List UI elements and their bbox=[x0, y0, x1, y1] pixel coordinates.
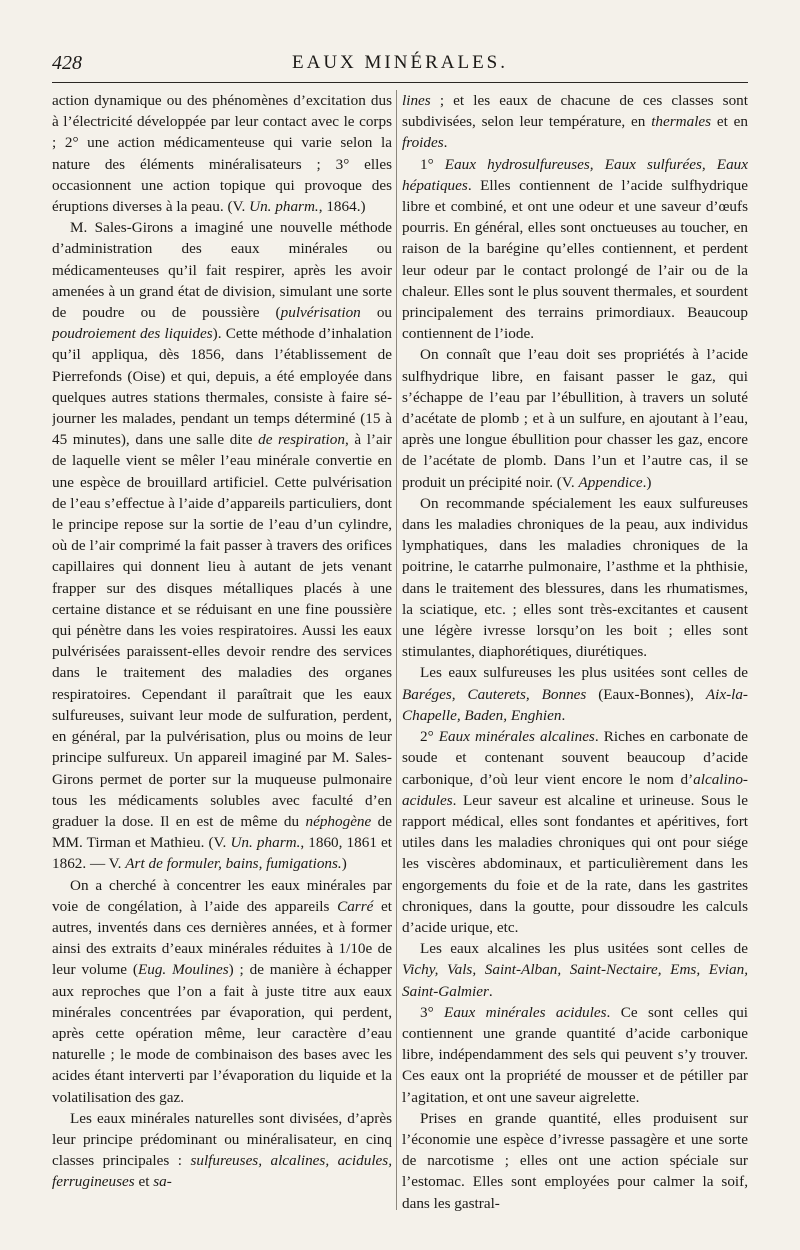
right-column bbox=[402, 90, 748, 1220]
paragraph bbox=[402, 1002, 748, 1108]
italic-text: froides bbox=[402, 134, 444, 152]
italic-text: Art de formuler, bains, fumigations. bbox=[125, 855, 342, 873]
text-run: , 1864.) bbox=[318, 198, 366, 216]
page-number: 428 bbox=[52, 52, 82, 74]
text-run: ). Cette méthode d’inhalation qu’il appliqua, dès 1856, dans l’établissement de Pierrefonds (Oise) et qui, depuis, a été employée dans quelques autres stations thermales, consiste à faire séjourner les malades, pendant un temps déterminé (15 à 45 minutes), dans une salle dite bbox=[52, 325, 392, 449]
italic-text: sa- bbox=[153, 1173, 172, 1191]
text-run: 3° bbox=[420, 1003, 445, 1021]
text-run: action dynamique ou des phénomènes d’excitation dus à l’électricité développée par leur contact avec le corps ; 2° une action médicamenteuse qui varie selon la nature des éléments minéralisateurs ; 3° elles occasionnent une action topique qui provoque des éruptions diverses à la peau. (V. bbox=[52, 92, 392, 216]
paragraph bbox=[402, 90, 748, 154]
paragraph bbox=[402, 726, 748, 938]
paragraph bbox=[52, 875, 392, 1108]
italic-text: Eaux minérales acidules bbox=[444, 1003, 607, 1021]
italic-text: pulvérisation bbox=[280, 304, 361, 322]
italic-text: Aix-la-Chapelle, Baden, Enghien bbox=[402, 685, 748, 724]
text-run: . Leur saveur est alcaline et urineuse. Sous le rapport médical, elles sont fondantes et apéritives, fort utiles dans les maladies chroniques qui ont pour siége les viscères abdominaux, et particulièrement dans les engorgements du foie et de la rate, dans les gastrites chroniques, dans la goutte, pour dissoudre les calculs d’acide urique, etc. bbox=[402, 791, 748, 936]
italic-text: Carré bbox=[337, 897, 374, 915]
italic-text: Vichy, Vals, Saint-Alban, Saint-Nectaire, Ems, Evian, Saint-Galmier bbox=[402, 961, 748, 1000]
italic-text: Appendice bbox=[578, 473, 643, 491]
text-run: .) bbox=[642, 473, 652, 491]
text-run: . bbox=[443, 134, 448, 152]
text-run: On connaît que l’eau doit ses propriétés à l’acide sulfhydrique libre, en faisant passer le gaz, qui s’échappe de l’eau par l’ébullition, à travers un soluté d’acétate de plomb ; et à un sulfure, en ajoutant à l’eau, après une longue ébullition pour chasser les gaz, encore de l’acétate de plomb. Dans l’un et l’autre cas, il se produit un précipité noir. (V. bbox=[402, 346, 748, 491]
paragraph bbox=[52, 90, 392, 217]
paragraph bbox=[52, 217, 392, 874]
italic-text: de respiration bbox=[258, 431, 345, 449]
italic-text: thermales bbox=[651, 113, 712, 131]
text-run: Les eaux sulfureuses les plus usitées sont celles de bbox=[420, 664, 748, 682]
text-run: . bbox=[488, 982, 493, 1000]
italic-text: Eaux minérales alcalines bbox=[438, 728, 595, 746]
text-run: ; et les eaux de chacune de ces classes sont subdivisées, selon leur température, en bbox=[402, 92, 748, 131]
text-run: et bbox=[134, 1173, 154, 1191]
text-run: On a cherché à concentrer les eaux minérales par voie de congélation, à l’aide des appareils bbox=[52, 876, 392, 915]
italic-text: Baréges, Cauterets, Bonnes bbox=[402, 685, 587, 703]
text-run: et autres, inventés dans ces dernières années, et à former ainsi des extraits d’eaux minérales réduites à 1/10e de leur volume ( bbox=[52, 897, 392, 979]
italic-text: sulfureuses, alcalines, acidules, ferrugineuses bbox=[52, 1152, 392, 1191]
paragraph bbox=[402, 938, 748, 1002]
italic-text: Eug. Moulines bbox=[137, 961, 229, 979]
text-run: . Ce sont celles qui contiennent une grande quantité d’acide carbonique libre, indépendamment des sels qui peuvent s’y trouver. Ces eaux ont la propriété de mousser et de pétiller par l’agitation, et ont une saveur aigrelette. bbox=[402, 1003, 748, 1106]
text-run: , 1860, 1861 et 1862. — V. bbox=[52, 834, 392, 873]
header-rule bbox=[52, 82, 748, 83]
paragraph bbox=[402, 493, 748, 663]
italic-text: poudroiement des liquides bbox=[52, 325, 213, 343]
text-run: ) bbox=[341, 855, 347, 873]
text-run: 1° bbox=[420, 155, 445, 173]
text-run: M. Sales-Girons a imaginé une nouvelle méthode d’administration des eaux minérales ou médicamenteuses qu’il fait respirer, après les avoir amenées à un grand état de division, simulant une sorte de poudre ou de poussière ( bbox=[52, 219, 392, 322]
text-run: 2° bbox=[420, 728, 439, 746]
paragraph bbox=[402, 1108, 748, 1214]
italic-text: Un. pharm. bbox=[230, 834, 301, 852]
running-title: EAUX MINÉRALES. bbox=[292, 52, 508, 73]
text-run: (Eaux-Bonnes), bbox=[586, 685, 706, 703]
text-run: . bbox=[561, 706, 566, 724]
text-run: Les eaux alcalines les plus usitées sont celles de bbox=[420, 940, 748, 958]
text-run: de MM. Tirman et Mathieu. (V. bbox=[52, 812, 392, 852]
paragraph bbox=[402, 344, 748, 492]
text-run: Les eaux minérales naturelles sont divisées, d’après leur principe prédominant ou minéralisateur, en cinq classes principales : bbox=[52, 1109, 392, 1170]
text-run: . Riches en carbonate de soude et contenant souvent beaucoup d’acide carbonique, d’où leur vient encore le nom d’ bbox=[402, 728, 748, 788]
italic-text: alcalino-acidules bbox=[402, 770, 748, 809]
italic-text: Un. pharm. bbox=[249, 198, 319, 216]
page-header bbox=[52, 52, 748, 82]
paragraph bbox=[402, 154, 748, 345]
column-divider bbox=[396, 90, 397, 1210]
text-run: , à l’air de laquelle vient se mêler l’eau minérale convertie en une espèce de brouillard artificiel. Cette pulvérisation de l’eau s’effectue à l’aide d’appareils particuliers, dont le principe repose sur la sortie de l’eau d’un cylindre, où de l’air comprimé la fait passer à travers des orifices capillaires qui donnent lieu à autant de jets venant frapper sur des disques métalliques placés à une certaine distance et se réduisant en une fine poussière qui pénètre dans les voies respiratoires. Aussi les eaux pulvérisées paraissent-elles devoir rendre des services dans le traitement des maladies des organes respiratoires. Cependant il paraîtrait que les eaux sulfureuses, suivant leur mode de sulfuration, perdent, en général, par la pulvérisation, plus ou moins de leur principe sulfureux. Un appareil imaginé par M. Sales-Girons permet de porter sur la muqueuse pulmonaire tous les médicaments solubles avec faculté d’en graduer la dose. Il en est de même du bbox=[52, 431, 392, 830]
italic-text: lines bbox=[402, 92, 431, 109]
text-run: ) ; de manière à échapper aux reproches que l’on a fait à juste titre aux eaux minérales concentrées par évaporation, qui perdent, après cette opération même, leur caractère d’eau naturelle ; le mode de combinaison des bases avec les acides étant interverti par l’évaporation du liquide et la volatilisation des gaz. bbox=[52, 961, 392, 1106]
italic-text: Eaux hydrosulfureuses, Eaux sulfurées, Eaux hépatiques bbox=[402, 155, 748, 194]
text-run: Prises en grande quantité, elles produisent sur l’économie une espèce d’ivresse passagère et une sorte de narcotisme ; elles ont une action spéciale sur l’estomac. Elles sont employées pour calmer la soif, dans les gastral- bbox=[402, 1109, 748, 1212]
paragraph bbox=[52, 1108, 392, 1193]
paragraph bbox=[402, 662, 748, 726]
italic-text: néphogène bbox=[305, 812, 372, 830]
text-run: et en bbox=[711, 113, 748, 131]
left-column bbox=[52, 90, 392, 1220]
text-run: On recommande spécialement les eaux sulfureuses dans les maladies chroniques de la peau, aux individus lymphatiques, dans les maladies chroniques de la poitrine, le catarrhe pulmonaire, l’asthme et la phthisie, dans le traitement des blessures, dans les rhumatismes, la sciatique, etc. ; elles sont très-excitantes et causent une légère ivresse lorsqu’on les boit ; elles sont stimulantes, diaphorétiques, diurétiques. bbox=[402, 494, 748, 661]
text-run: ou bbox=[360, 304, 392, 322]
text-run: . Elles contiennent de l’acide sulfhydrique libre et combiné, et ont une odeur et une saveur d’œufs pourris. En général, elles sont onctueuses au toucher, en raison de la barégine qu’elles contiennent, et perdent leur odeur par le contact prolongé de l’air ou de la chaleur. Elles sont le plus souvent thermales, et sourdent principalement des terrains primordiaux. Beaucoup contiennent de l’iode. bbox=[402, 176, 748, 343]
